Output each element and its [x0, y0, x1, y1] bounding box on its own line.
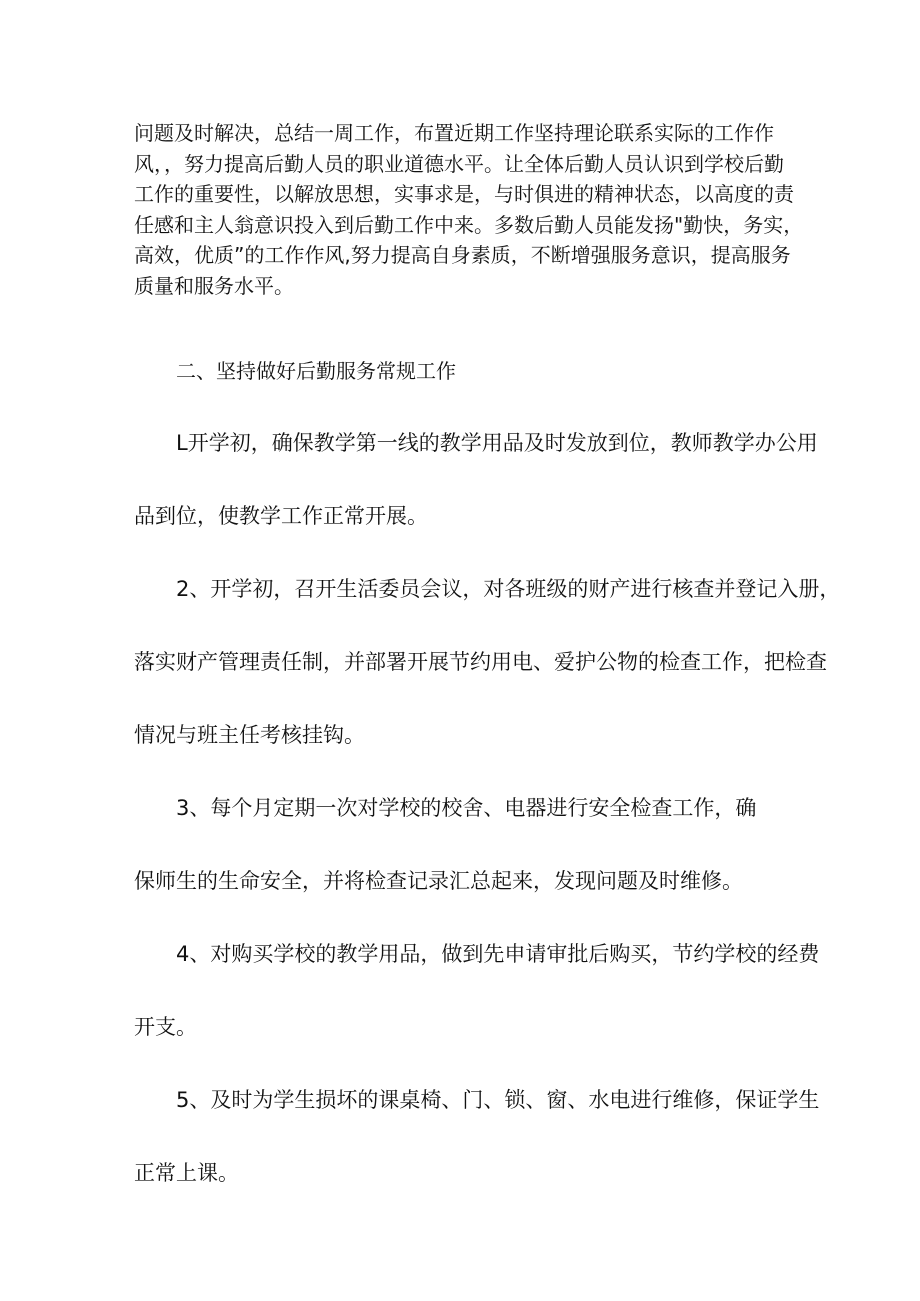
item-line: 3、每个月定期一次对学校的校舍、电器进行安全检查工作，确	[176, 796, 757, 820]
item-line: 开支。	[134, 1015, 197, 1039]
item-line: 落实财产管理责任制，并部署开展节约用电、爱护公物的检查工作，把检查	[134, 650, 827, 674]
item-line: L开学初，确保教学第一线的教学用品及时发放到位，教师教学办公用	[176, 431, 818, 455]
item-line: 4、对购买学校的教学用品，做到先申请审批后购买，节约学校的经费	[176, 942, 820, 966]
intro-line: 问题及时解决，总结一周工作，布置近期工作坚持理论联系实际的工作作	[134, 121, 774, 145]
item-line: 情况与班主任考核挂钩。	[134, 723, 365, 747]
intro-line: 工作的重要性，以解放思想，实事求是，与时俱进的精神状态，以高度的责	[134, 182, 794, 206]
item-line: 正常上课。	[134, 1161, 239, 1185]
item-line: 品到位，使教学工作正常开展。	[134, 504, 428, 528]
item-line: 保师生的生命安全，并将检查记录汇总起来，发现问题及时维修。	[134, 869, 743, 893]
section-heading: 二、坚持做好后勤服务常规工作	[176, 359, 456, 383]
intro-line: 风，，努力提高后勤人员的职业道德水平。让全体后勤人员认识到学校后勤	[134, 151, 784, 176]
intro-line: 高效，优质”的工作作风,努力提高自身素质，不断增强服务意识，提高服务	[134, 243, 791, 267]
intro-line: 质量和服务水平。	[134, 273, 294, 298]
intro-paragraph	[134, 118, 804, 301]
intro-line: 任感和主人翁意识投入到后勤工作中来。多数后勤人员能发扬"勤快，务实，	[134, 212, 804, 237]
item-line: 5、及时为学生损坏的课桌椅、门、锁、窗、水电进行维修，保证学生	[176, 1088, 820, 1112]
item-line: 2、开学初，召开生活委员会议，对各班级的财产进行核查并登记入册，	[176, 577, 841, 601]
